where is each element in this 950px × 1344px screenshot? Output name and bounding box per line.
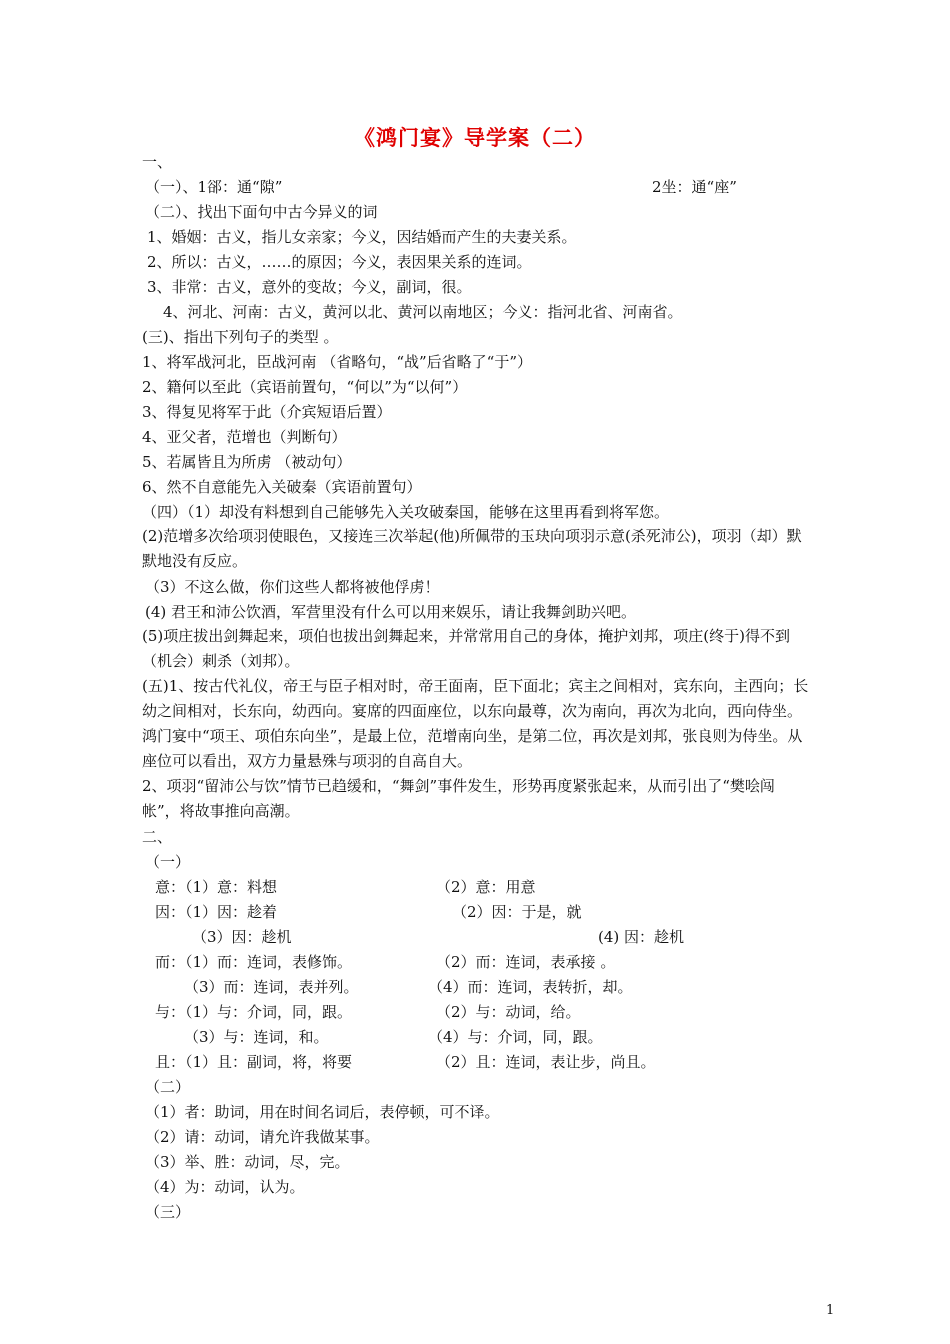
list-item: （1）者：助词，用在时间名词后，表停顿，可不译。	[145, 1103, 500, 1121]
list-item: 1、将军战河北，臣战河南 （省略句，“战”后省略了“于”）	[142, 353, 532, 371]
list-item: 1、婚姻：古义，指儿女亲家；今义，因结婚而产生的夫妻关系。	[147, 228, 577, 246]
list-item: （4）为：动词，认为。	[145, 1178, 305, 1196]
vocab-entry: （3）与：连词，和。	[184, 1028, 329, 1046]
list-item: 3、得复见将军于此（介宾短语后置）	[142, 403, 392, 421]
vocab-entry: （2）且：连词，表让步，尚且。	[436, 1053, 656, 1071]
vocab-entry: 与：（1）与：介词，同，跟。	[155, 1003, 353, 1021]
section-2-part-3-heading: （三）	[145, 1203, 191, 1221]
paragraph	[142, 774, 812, 824]
part-3-heading: (三)、指出下列句子的类型 。	[142, 328, 339, 346]
vocab-entry: 且：（1）且：副词，将，将要	[155, 1053, 353, 1071]
vocab-entry: 意：（1）意：料想	[155, 878, 278, 896]
page-number: 1	[826, 1303, 835, 1318]
paragraph-text: 2、项羽“留沛公与饮”情节已趋缓和，“舞剑”事件发生，形势再度紧张起来，从而引出了“樊哙闯帐”，将故事推向高潮。	[142, 777, 775, 820]
list-item: 4、河北、河南：古义，黄河以北、黄河以南地区；今义：指河北省、河南省。	[163, 303, 683, 321]
list-item-text: (5)项庄拔出剑舞起来，项伯也拔出剑舞起来，并常常用自己的身体，掩护刘邦，项庄(终于)得不到（机会）刺杀（刘邦）。	[142, 627, 790, 670]
vocab-entry: 因：（1）因：趁着	[155, 903, 278, 921]
part-1-right: 2坐：通“座”	[652, 178, 737, 196]
list-item	[142, 624, 812, 674]
list-item: （3）不这么做，你们这些人都将被他俘虏！	[145, 578, 440, 596]
list-item: 5、若属皆且为所虏 （被动句）	[142, 453, 352, 471]
vocab-entry: （4）而：连词，表转折，却。	[428, 978, 633, 996]
vocab-entry: （2）而：连词，表承接 。	[436, 953, 616, 971]
list-item	[142, 524, 812, 574]
vocab-entry: （2）与：动词，给。	[436, 1003, 581, 1021]
paragraph	[142, 674, 812, 774]
vocab-entry: （3）因：趁机	[192, 928, 292, 946]
list-item: 2、所以：古义，……的原因；今义，表因果关系的连词。	[147, 253, 532, 271]
vocab-entry: （2）因：于是，就	[452, 903, 582, 921]
list-item: 6、然不自意能先入关破秦（宾语前置句）	[142, 478, 422, 496]
vocab-entry: (4) 因：趁机	[598, 928, 685, 946]
section-2-part-1-heading: （一）	[145, 853, 191, 871]
list-item: （2）请：动词，请允许我做某事。	[145, 1128, 380, 1146]
list-item: (4) 君王和沛公饮酒，军营里没有什么可以用来娱乐，请让我舞剑助兴吧。	[145, 603, 637, 621]
part-2-heading: （二）、找出下面句中古今异义的词	[145, 203, 378, 221]
vocab-entry: （4）与：介词，同，跟。	[428, 1028, 603, 1046]
part-1-left: （一）、1郤：通“隙”	[145, 178, 283, 196]
list-item: 3、非常：古义，意外的变故；今义，副词，很。	[147, 278, 472, 296]
section-2-heading: 二、	[142, 828, 173, 846]
document-title: 《鸿门宴》导学案（二）	[354, 126, 596, 150]
list-item: （3）举、胜：动词，尽，完。	[145, 1153, 350, 1171]
section-1-heading: 一、	[142, 153, 173, 171]
list-item: （四）（1）却没有料想到自己能够先入关攻破秦国，能够在这里再看到将军您。	[142, 503, 670, 521]
list-item: 4、亚父者，范增也（判断句）	[142, 428, 347, 446]
vocab-entry: （3）而：连词，表并列。	[184, 978, 359, 996]
list-item-text: (2)范增多次给项羽使眼色，又接连三次举起(他)所佩带的玉玦向项羽示意(杀死沛公)，项羽（却）默默地没有反应。	[142, 527, 802, 570]
paragraph-text: (五)1、按古代礼仪，帝王与臣子相对时，帝王面南，臣下面北；宾主之间相对，宾东向，主西向；长幼之间相对，长东向，幼西向。宴席的四面座位，以东向最尊，次为南向，再次为北向，西向侍坐。鸿门宴中“项王、项伯东向坐”，是最上位，范增南向坐，是第二位，再次是刘邦，张良则为侍坐。从座位可以看出，双方力量悬殊与项羽的自高自大。	[142, 677, 809, 770]
vocab-entry: （2）意：用意	[436, 878, 536, 896]
list-item: 2、籍何以至此（宾语前置句，“何以”为“以何”）	[142, 378, 468, 396]
vocab-entry: 而：（1）而：连词，表修饰。	[155, 953, 353, 971]
section-2-part-2-heading: （二）	[145, 1078, 191, 1096]
